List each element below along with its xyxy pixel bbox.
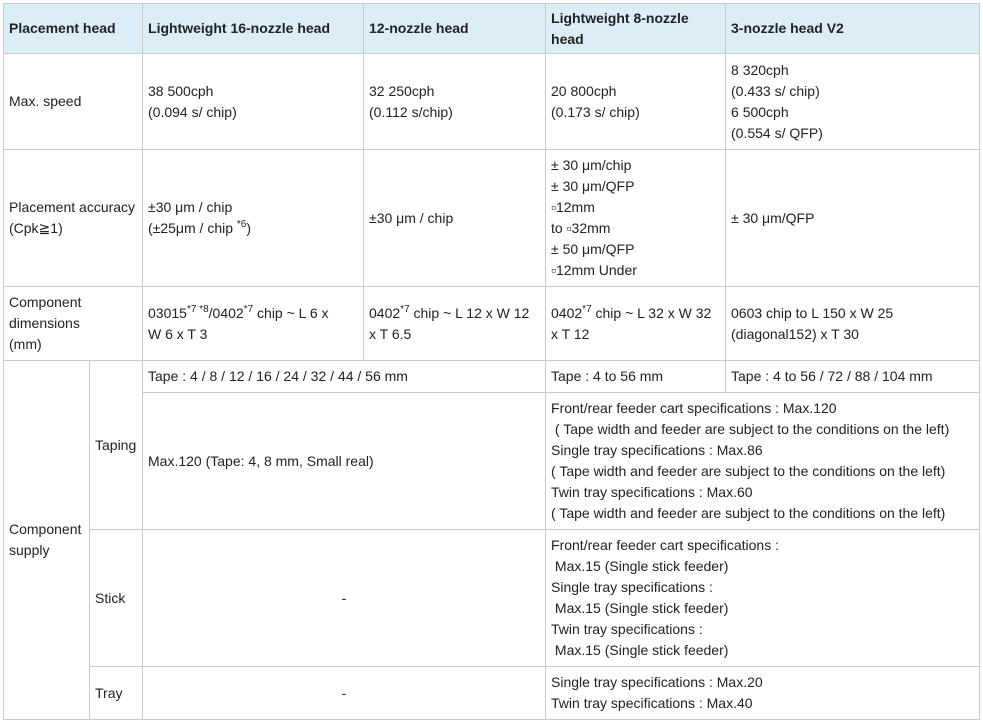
stick-8-3-nozzle: Front/rear feeder cart specifications : Max.15 (Single stick feeder) Single tray specifications : Max.15 (Single stick feeder) Twin tray specifications : Max.15 (Single stick feeder) xyxy=(546,530,980,667)
tape-8-nozzle: Tape : 4 to 56 mm xyxy=(546,361,726,393)
row-component-dimensions xyxy=(4,287,980,361)
speed-3-nozzle: 8 320cph (0.433 s/ chip) 6 500cph (0.554 s/ QFP) xyxy=(726,54,980,150)
speed-8-nozzle: 20 800cph (0.173 s/ chip) xyxy=(546,54,726,150)
tape-16-12-nozzle: Tape : 4 / 8 / 12 / 16 / 24 / 32 / 44 / 56 mm xyxy=(143,361,546,393)
header-placement-head: Placement head xyxy=(4,4,143,54)
label-tray: Tray xyxy=(90,667,143,720)
tray-8-3-nozzle: Single tray specifications : Max.20 Twin tray specifications : Max.40 xyxy=(546,667,980,720)
stick-16-12-nozzle: - xyxy=(143,530,546,667)
dimensions-12-nozzle: 0402$^{*7}$ chip ~ L 12 x W 12 x T 6.5 xyxy=(364,287,546,361)
row-max-speed xyxy=(4,54,980,150)
dimensions-16-nozzle: $03015^{*7 *8}/0402^{*7}$ chip ~ L 6 x W 6 x T 3 xyxy=(143,287,364,361)
accuracy-16-nozzle: ±30 μm / chip (±25μm / chip $^{*6}$) xyxy=(143,150,364,287)
header-lightweight-8-nozzle: Lightweight 8-nozzle head xyxy=(546,4,726,54)
label-stick: Stick xyxy=(90,530,143,667)
tape-3-nozzle: Tape : 4 to 56 / 72 / 88 / 104 mm xyxy=(726,361,980,393)
dimensions-3-nozzle: 0603 chip to L 150 x W 25 (diagonal152) x T 30 xyxy=(726,287,980,361)
label-placement-accuracy: Placement accuracy (Cpk≧1) xyxy=(4,150,143,287)
label-component-dimensions: Component dimensions (mm) xyxy=(4,287,143,361)
label-component-supply: Component supply xyxy=(4,361,90,720)
row-taping-max xyxy=(4,393,980,530)
dimensions-8-nozzle: 0402$^{*7}$ chip ~ L 32 x W 32 x T 12 xyxy=(546,287,726,361)
row-stick xyxy=(4,530,980,667)
accuracy-8-nozzle: ± 30 μm/chip ± 30 μm/QFP ▫12mm to ▫32mm ± 50 μm/QFP ▫12mm Under xyxy=(546,150,726,287)
header-3-nozzle-v2: 3-nozzle head V2 xyxy=(726,4,980,54)
row-taping-tape xyxy=(4,361,980,393)
label-taping: Taping xyxy=(90,361,143,530)
accuracy-3-nozzle: ± 30 μm/QFP xyxy=(726,150,980,287)
header-row xyxy=(4,4,980,54)
taping-max-16-12-nozzle: Max.120 (Tape: 4, 8 mm, Small real) xyxy=(143,393,546,530)
header-12-nozzle: 12-nozzle head xyxy=(364,4,546,54)
accuracy-12-nozzle: ±30 μm / chip xyxy=(364,150,546,287)
speed-12-nozzle: 32 250cph (0.112 s/chip) xyxy=(364,54,546,150)
taping-max-8-3-nozzle: Front/rear feeder cart specifications : Max.120 ( Tape width and feeder are subject to the conditions on the left) Single tray specifications : Max.86 ( Tape width and feeder are subject to the conditions on the left) Twin tray specifications : Max.60 ( Tape width and feeder are subject to the conditions on the left) xyxy=(546,393,980,530)
row-placement-accuracy xyxy=(4,150,980,287)
spec-table xyxy=(3,3,980,720)
speed-16-nozzle: 38 500cph (0.094 s/ chip) xyxy=(143,54,364,150)
label-max-speed: Max. speed xyxy=(4,54,143,150)
row-tray xyxy=(4,667,980,720)
tray-16-12-nozzle: - xyxy=(143,667,546,720)
header-lightweight-16-nozzle: Lightweight 16-nozzle head xyxy=(143,4,364,54)
